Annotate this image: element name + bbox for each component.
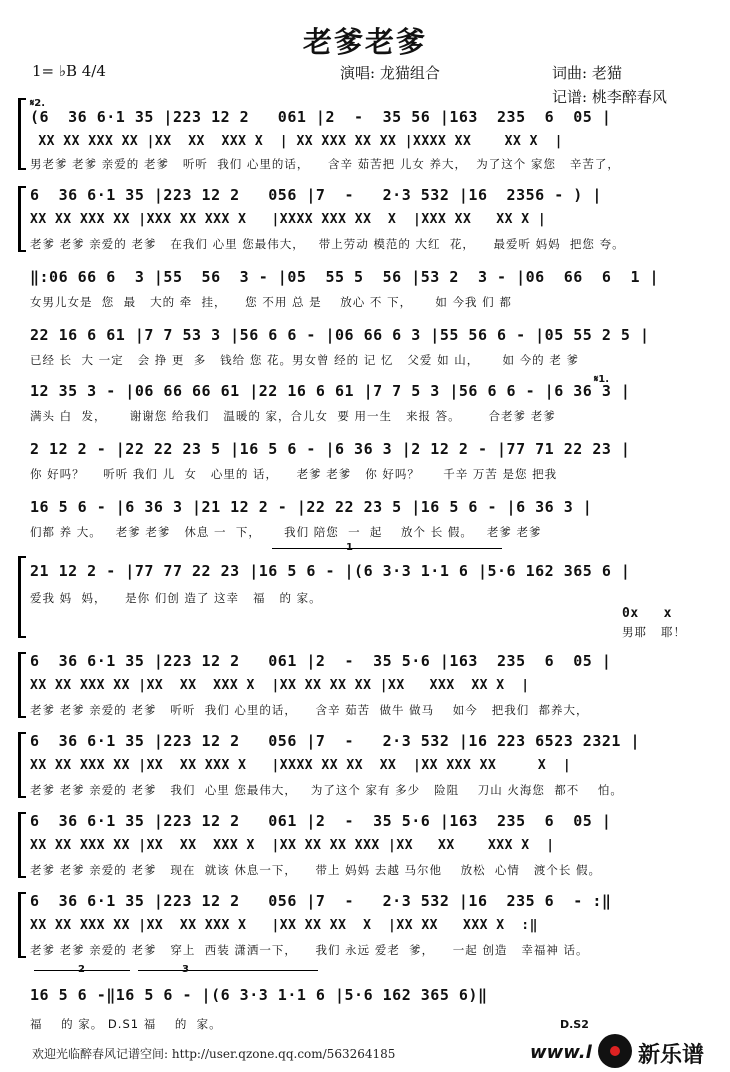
score-line-2 — [22, 186, 690, 256]
melody-line: 16 5 6 - |6 36 3 |21 12 2 - |22 22 23 5 |16 5 6 - |6 36 3 | — [30, 498, 593, 516]
melody-line: 21 12 2 - |77 77 22 23 |16 5 6 - |(6 3·3 1·1 6 |5·6 162 365 6 | — [30, 562, 631, 580]
singer-credit: 演唱: 龙猫组合 — [340, 64, 440, 82]
melody-line: 6 36 6·1 35 |223 12 2 056 |7 - 2·3 532 |16 223 6523 2321 | — [30, 732, 640, 750]
rhythm-line: XX XX XXX XX |XX XX XXX X |XXXX XX XX XX |XX XXX XX X | — [30, 758, 572, 773]
system-bracket — [18, 556, 21, 638]
system-bracket — [18, 98, 21, 170]
rhythm-line: XX XX XXX XX |XX XX XXX X |XX XX XX XXX |XX XX XXX X | — [30, 838, 555, 853]
score-line-7 — [22, 498, 690, 548]
composer-credit: 词曲: 老猫 — [552, 64, 622, 82]
score-line-6 — [22, 440, 690, 490]
lyrics-line: 男老爹 老爹 亲爱的 老爹 听听 我们 心里的话， 含辛 茹苦把 儿女 养大， 为了这个 家您 辛苦了， — [30, 157, 620, 171]
score-line-ending — [22, 964, 690, 1032]
system-bracket — [18, 186, 21, 252]
song-title: 老爹老爹 — [302, 25, 427, 59]
lyrics-line: 老爹 老爹 亲爱的 老爹 我们 心里 您最伟大， 为了这个 家有 多少 险阻 刀山 火海您 都不 怕。 — [30, 783, 623, 797]
segno-mark: 𝄋1. — [594, 374, 610, 385]
score-line-8 — [22, 542, 690, 640]
lyrics-line: 老爹 老爹 亲爱的 老爹 听听 我们 心里的话， 含辛 茹苦 做牛 做马 如今 把我们 都养大， — [30, 703, 589, 717]
melody-line: 16 5 6 -‖16 5 6 - |(6 3·3 1·1 6 |5·6 162 365 6)‖ — [30, 986, 488, 1004]
melody-line: (6 36 6·1 35 |223 12 2 061 |2 - 35 56 |163 235 6 05 | — [30, 108, 612, 126]
score-line-4 — [22, 326, 690, 376]
footer-link-text: 欢迎光临醉春风记谱空间: http://user.qzone.qq.com/563264185 — [32, 1047, 396, 1061]
score-line-12 — [22, 892, 690, 962]
lyrics-line: 已经 长 大 一定 会 挣 更 多 钱给 您 花。男女曾 经的 记 忆 父爱 如 山， 如 今的 老 爹 — [30, 353, 579, 367]
lyrics-line: 爱我 妈 妈， 是你 们创 造了 这幸 福 的 家。 — [30, 591, 322, 605]
volta-number-2: 2 — [78, 964, 85, 975]
lyrics-line: 满头 白 发， 谢谢您 给我们 温暖的 家，合儿女 要 用一生 来报 答。 合老爹 老爹 — [30, 409, 556, 423]
melody-line: 6 36 6·1 35 |223 12 2 056 |7 - 2·3 532 |16 2356 - ) | — [30, 186, 602, 204]
ds2-mark: D.S2 — [560, 1018, 589, 1031]
score-line-11 — [22, 812, 690, 882]
lyrics-line: 们都 养 大。 老爹 老爹 休息 一 下， 我们 陪您 一 起 放个 长 假。 老爹 老爹 — [30, 525, 542, 539]
score-line-3 — [22, 268, 690, 318]
segno-mark: 𝄋2. — [30, 98, 46, 109]
key-signature: 1= ♭B 4/4 — [32, 62, 106, 80]
lyrics-line: 女男儿女是 您 最 大的 牵 挂， 您 不用 总 是 放心 不 下， 如 今我 们 都 — [30, 295, 512, 309]
score-line-9 — [22, 652, 690, 722]
interjection-lyrics: 男耶 耶！ — [622, 625, 686, 639]
volta-number-3: 3 — [182, 964, 189, 975]
logo-www-text: www.l — [530, 1042, 592, 1063]
melody-line: 6 36 6·1 35 |223 12 2 061 |2 - 35 5·6 |163 235 6 05 | — [30, 812, 612, 830]
melody-line: 6 36 6·1 35 |223 12 2 061 |2 - 35 5·6 |163 235 6 05 | — [30, 652, 612, 670]
melody-line: ‖:06 66 6 3 |55 56 3 - |05 55 5 56 |53 2 3 - |06 66 6 1 | — [30, 268, 660, 286]
system-bracket — [18, 812, 21, 878]
transcriber-credit: 记谱: 桃李醉春风 — [552, 88, 667, 106]
lyrics-line: 老爹 老爹 亲爱的 老爹 现在 就该 休息一下， 带上 妈妈 去越 马尔他 放松 心情 渡个长 假。 — [30, 863, 602, 877]
melody-line: 22 16 6 61 |7 7 53 3 |56 6 6 - |06 66 6 3 |55 56 6 - |05 55 2 5 | — [30, 326, 650, 344]
rhythm-line: XX XX XXX XX |XX XX XXX X |XX XX XX X |XX XX XXX X :‖ — [30, 918, 538, 933]
lyrics-line: 你 好吗？ 听听 我们 儿 女 心里的 话， 老爹 老爹 你 好吗？ 千辛 万苦 是您 把我 — [30, 467, 558, 481]
lyrics-line: 福 的 家。 D.S1 福 的 家。 — [30, 1017, 222, 1031]
rhythm-line: XX XX XXX XX |XX XX XXX X | XX XXX XX XX |XXXX XX XX X | — [30, 134, 563, 149]
score-line-1 — [22, 98, 690, 176]
rhythm-line: XX XX XXX XX |XX XX XXX X |XX XX XX XX |XX XXX XX X | — [30, 678, 530, 693]
system-bracket — [18, 892, 21, 958]
lyrics-line: 老爹 老爹 亲爱的 老爹 在我们 心里 您最伟大， 带上劳动 模范的 大红 花， 最爱听 妈妈 把您 夸。 — [30, 237, 625, 251]
volta-bracket-3 — [138, 970, 318, 971]
volta-bracket-1 — [272, 548, 502, 549]
melody-line: 6 36 6·1 35 |223 12 2 056 |7 - 2·3 532 |16 235 6 - :‖ — [30, 892, 612, 910]
interjection-rhythm: 0x x — [622, 606, 672, 621]
melody-line: 2 12 2 - |22 22 23 5 |16 5 6 - |6 36 3 |2 12 2 - |77 71 22 23 | — [30, 440, 631, 458]
record-disc-icon — [598, 1034, 632, 1068]
melody-line: 12 35 3 - |06 66 66 61 |22 16 6 61 |7 7 5 3 |56 6 6 - |6 36 3 | — [30, 382, 631, 400]
volta-number-1: 1 — [346, 542, 353, 553]
score-line-5 — [22, 374, 690, 432]
logo-brand-text: 新乐谱 — [638, 1043, 705, 1068]
lyrics-line: 老爹 老爹 亲爱的 老爹 穿上 西装 潇洒一下， 我们 永远 爱老 爹， 一起 创造 幸福神 话。 — [30, 943, 589, 957]
score-line-10 — [22, 732, 690, 802]
system-bracket — [18, 652, 21, 718]
rhythm-line: XX XX XXX XX |XXX XX XXX X |XXXX XXX XX X |XXX XX XX X | — [30, 212, 547, 227]
system-bracket — [18, 732, 21, 798]
